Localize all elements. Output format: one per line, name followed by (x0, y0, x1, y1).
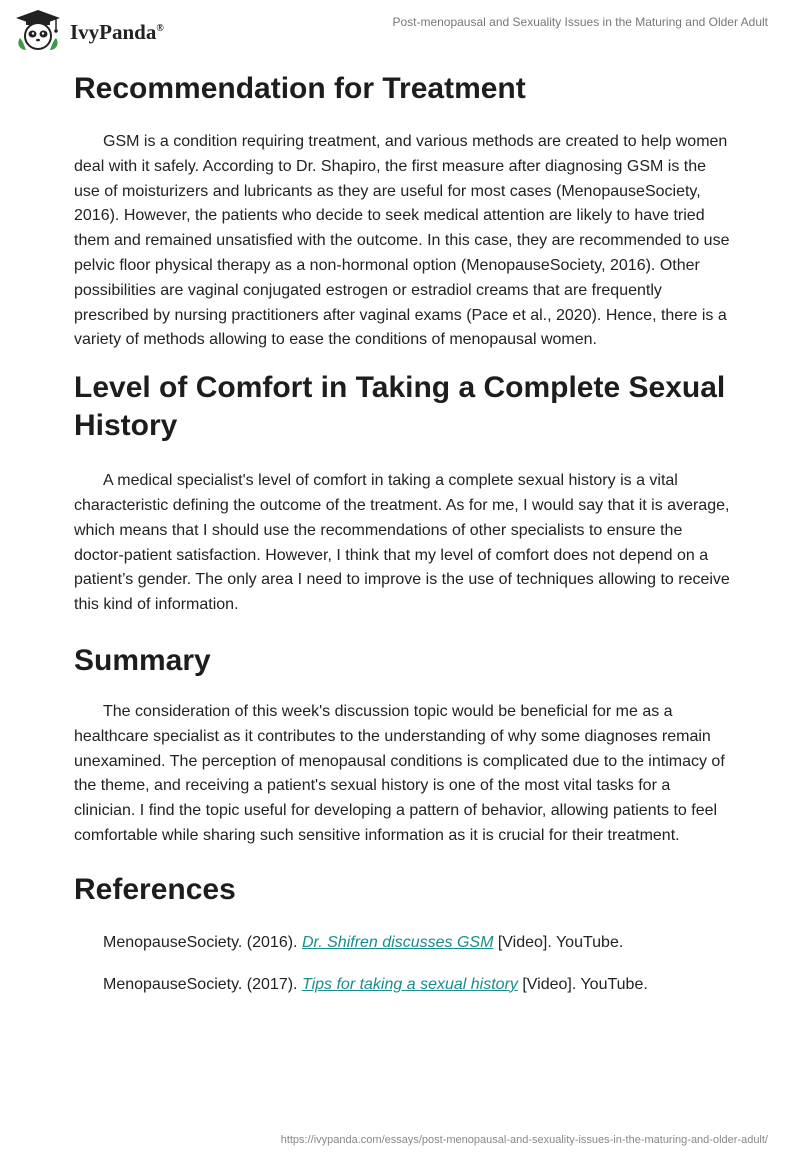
paragraph-comfort: A medical specialist's level of comfort in taking a complete sexual history is a vital characteristic defining the outcome of the treatment. As for me, I would say that it is average, which means that I should use the recommendations of other specialists to ensure the doctor-patient satisfaction. However, I think that my level of comfort does not depend on a patient’s gender. The only area I need to improve is the use of techniques allowing to receive this kind of information. (74, 472, 730, 614)
reference-item: MenopauseSociety. (2017). Tips for taking a sexual history [Video]. YouTube. (103, 975, 648, 993)
ivypanda-logo[interactable] (12, 8, 164, 54)
page-header (0, 0, 800, 64)
reference-item: MenopauseSociety. (2016). Dr. Shifren discusses GSM [Video]. YouTube. (103, 933, 624, 951)
document-title: Post-menopausal and Sexuality Issues in the Maturing and Older Adult (392, 15, 768, 29)
heading-comfort: Level of Comfort in Taking a Complete Sexual History (74, 371, 726, 443)
heading-summary: Summary (74, 643, 211, 677)
reference-link[interactable]: Tips for taking a sexual history (301, 975, 518, 993)
heading-treatment: Recommendation for Treatment (74, 72, 526, 105)
paragraph-summary: The consideration of this week's discussion topic would be beneficial for me as a healthcare specialist as it contributes to the understanding of why some diagnoses remain unexamined. The perception of menopausal conditions is complicated due to the intimacy of the theme, and receiving a patient's sexual history is one of the most vital tasks for a clinician. I find the topic useful for developing a pattern of behavior, allowing patients to feel comfortable while sharing such sensitive information as it is crucial for their treatment. (74, 702, 725, 844)
panda-logo-icon (12, 8, 64, 54)
heading-references: References (74, 872, 236, 906)
reference-link[interactable]: Dr. Shifren discusses GSM (301, 933, 494, 951)
essay-content (74, 70, 734, 997)
paragraph-treatment: GSM is a condition requiring treatment, and various methods are created to help women deal with it safely. According to Dr. Shapiro, the first measure after diagnosing GSM is the use of moisturizers and lubricants as they are useful for most cases (MenopauseSociety, 2016). However, the patients who decide to seek medical attention are likely to have tried them and remained unsatisfied with the outcome. In this case, they are recommended to use pelvic floor physical therapy as a non-hormonal option (MenopauseSociety, 2016). Other possibilities are vaginal conjugated estrogen or estradiol creams that are frequently prescribed by nursing practitioners after vaginal exams (Pace et al., 2020). Hence, there is a variety of methods allowing to ease the conditions of menopausal women. (74, 133, 730, 349)
footer-url[interactable]: https://ivypanda.com/essays/post-menopausal-and-sexuality-issues-in-the-maturing-and-older-adult/ (280, 1134, 768, 1146)
brand-name: IvyPanda® (70, 19, 164, 44)
